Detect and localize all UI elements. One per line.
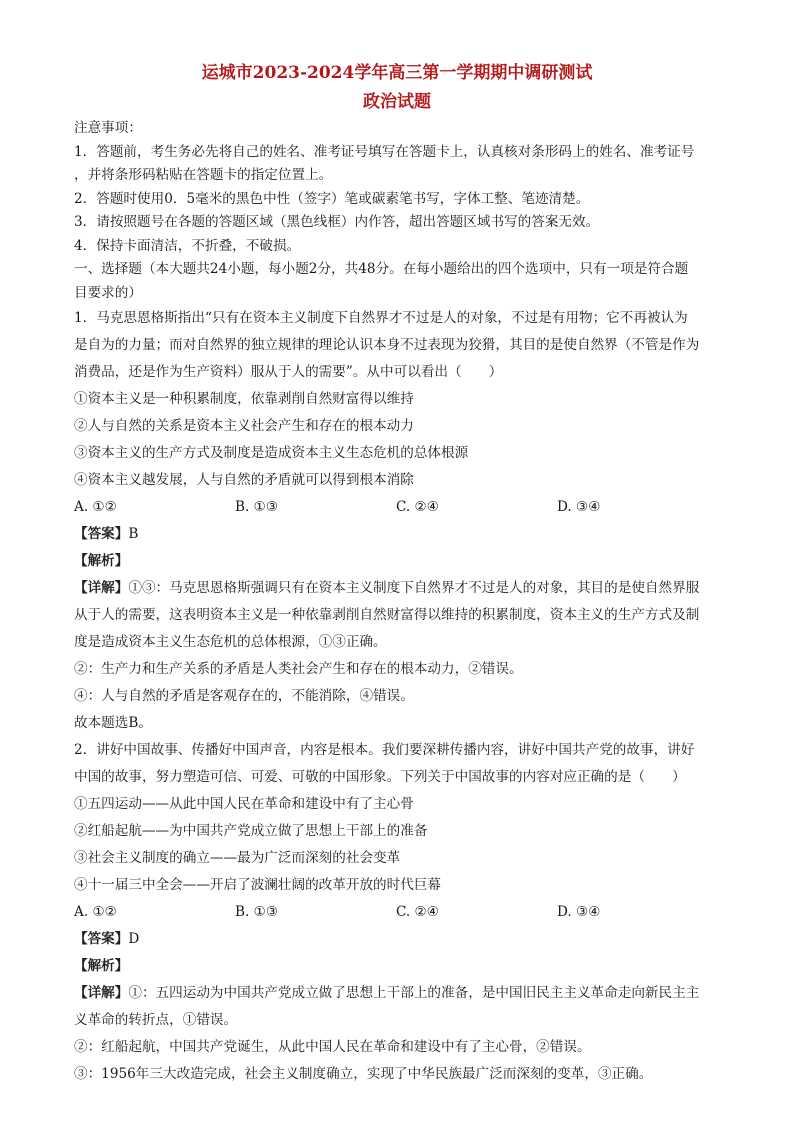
q2-options	[74, 899, 722, 926]
q1-detail-line: ②：生产力和生产关系的矛盾是人类社会产生和存在的根本动力，②错误。	[74, 661, 523, 677]
q2-statement: ③社会主义制度的确立——最为广泛而深刻的社会变革	[74, 850, 401, 866]
q1-statement: ①资本主义是一种积累制度，依靠剥削自然财富得以维持	[74, 391, 414, 407]
q2-detail-line: ②：红船起航，中国共产党诞生，从此中国人民在革命和建设中有了主心骨，②错误。	[74, 1039, 591, 1055]
q1-detail-line: 从于人的需要，这表明资本主义是一种依靠剥削自然财富得以维持的积累制度，资本主义的生产方式及制	[74, 607, 700, 623]
q1-option-a: A. ①②	[74, 499, 117, 515]
q1-stem-line: 消费品，还是作为生产资料）服从于人的需要”。从中可以看出（ ）	[74, 364, 503, 380]
q2-detail-line	[74, 980, 722, 1007]
q1-stem-line: 1．马克思恩格斯指出“只有在资本主义制度下自然界才不过是人的对象，不过是有用物；它不再被认为	[74, 310, 688, 326]
exam-title: 运城市2023-2024学年高三第一学期期中调研测试	[201, 63, 593, 83]
q1-option-d: D. ③④	[557, 499, 601, 515]
q1-stem-line: 是自为的力量；而对自然界的独立规律的理论认识本身不过表现为狡猾，其目的是使自然界（不管是作为	[74, 337, 700, 353]
q1-statement: ③资本主义的生产方式及制度是造成资本主义生态危机的总体根源	[74, 445, 469, 461]
q1-detail-line: 度是造成资本主义生态危机的总体根源，①③正确。	[74, 634, 387, 650]
q1-analysis-label: 【解析】	[74, 553, 129, 569]
q2-option-c: C. ②④	[396, 904, 439, 920]
notice-item: 1．答题前，考生务必先将自己的姓名、准考证号填写在答题卡上，认真核对条形码上的姓名、准考证号	[74, 143, 695, 160]
question-2	[74, 737, 722, 1088]
answer-label: 【答案】	[74, 931, 129, 947]
section-heading-cont: 目要求的）	[74, 284, 142, 301]
q2-answer	[74, 926, 722, 953]
q1-statement: ④资本主义越发展，人与自然的矛盾就可以得到根本消除	[74, 472, 414, 488]
q1-detail-line: 故本题选B。	[74, 715, 152, 731]
detail-text: ①：五四运动为中国共产党成立做了思想上干部上的准备，是中国旧民主主义革命走向新民主主	[128, 985, 700, 1001]
notice-item: 2．答题时使用0．5毫米的黑色中性（签字）笔或碳素笔书写，字体工整、笔迹清楚。	[74, 190, 590, 207]
detail-text: ①③：马克思恩格斯强调只有在资本主义制度下自然界才不过是人的对象，其目的是使自然界服	[128, 580, 700, 596]
q1-detail-line: ④：人与自然的矛盾是客观存在的，不能消除，④错误。	[74, 688, 414, 704]
q1-option-c: C. ②④	[396, 499, 439, 515]
notice-item: 4．保持卡面清洁，不折叠，不破损。	[74, 237, 301, 254]
answer-label: 【答案】	[74, 526, 129, 542]
q1-statement: ②人与自然的关系是资本主义社会产生和存在的根本动力	[74, 418, 414, 434]
q1-option-b: B. ①③	[235, 499, 279, 515]
q2-stem-line: 2．讲好中国故事、传播好中国声音，内容是根本。我们要深耕传播内容，讲好中国共产党的故事，讲好	[74, 742, 695, 758]
q2-option-b: B. ①③	[235, 904, 279, 920]
detail-label: 【详解】	[74, 985, 129, 1001]
notice-item: 3．请按照题号在各题的答题区域（黑色线框）内作答，超出答题区域书写的答案无效。	[74, 214, 600, 230]
q2-detail-line: 义革命的转折点，①错误。	[74, 1012, 238, 1028]
notice-block	[74, 117, 722, 305]
notice-item: ，并将条形码粘贴在答题卡的指定位置上。	[74, 167, 333, 183]
q2-analysis-label: 【解析】	[74, 958, 129, 974]
answer-value: B	[128, 526, 139, 542]
q2-statement: ④十一届三中全会——开启了波澜壮阔的改革开放的时代巨幕	[74, 877, 442, 893]
detail-label: 【详解】	[74, 580, 129, 596]
q1-options	[74, 494, 722, 521]
q1-answer	[74, 521, 722, 548]
q2-option-d: D. ③④	[557, 904, 601, 920]
exam-subject: 政治试题	[363, 92, 431, 112]
q2-stem-line: 中国的故事，努力塑造可信、可爱、可敬的中国形象。下列关于中国故事的内容对应正确的是（ ）	[74, 769, 686, 785]
q2-statement: ①五四运动——从此中国人民在革命和建设中有了主心骨	[74, 796, 414, 812]
question-1	[74, 305, 722, 737]
q2-detail-line: ③：1956年三大改造完成，社会主义制度确立，实现了中华民族最广泛而深刻的变革，③正确。	[74, 1066, 653, 1082]
section-heading: 一、选择题（本大题共24小题，每小题2分，共48分。在每小题给出的四个选项中，只有一项是符合题	[74, 261, 689, 277]
q1-detail-line	[74, 575, 722, 602]
answer-value: D	[128, 931, 140, 947]
notice-heading: 注意事项：	[74, 120, 142, 136]
document-body	[74, 117, 722, 1088]
q2-statement: ②红船起航——为中国共产党成立做了思想上干部上的准备	[74, 823, 428, 839]
q2-option-a: A. ①②	[74, 904, 117, 920]
